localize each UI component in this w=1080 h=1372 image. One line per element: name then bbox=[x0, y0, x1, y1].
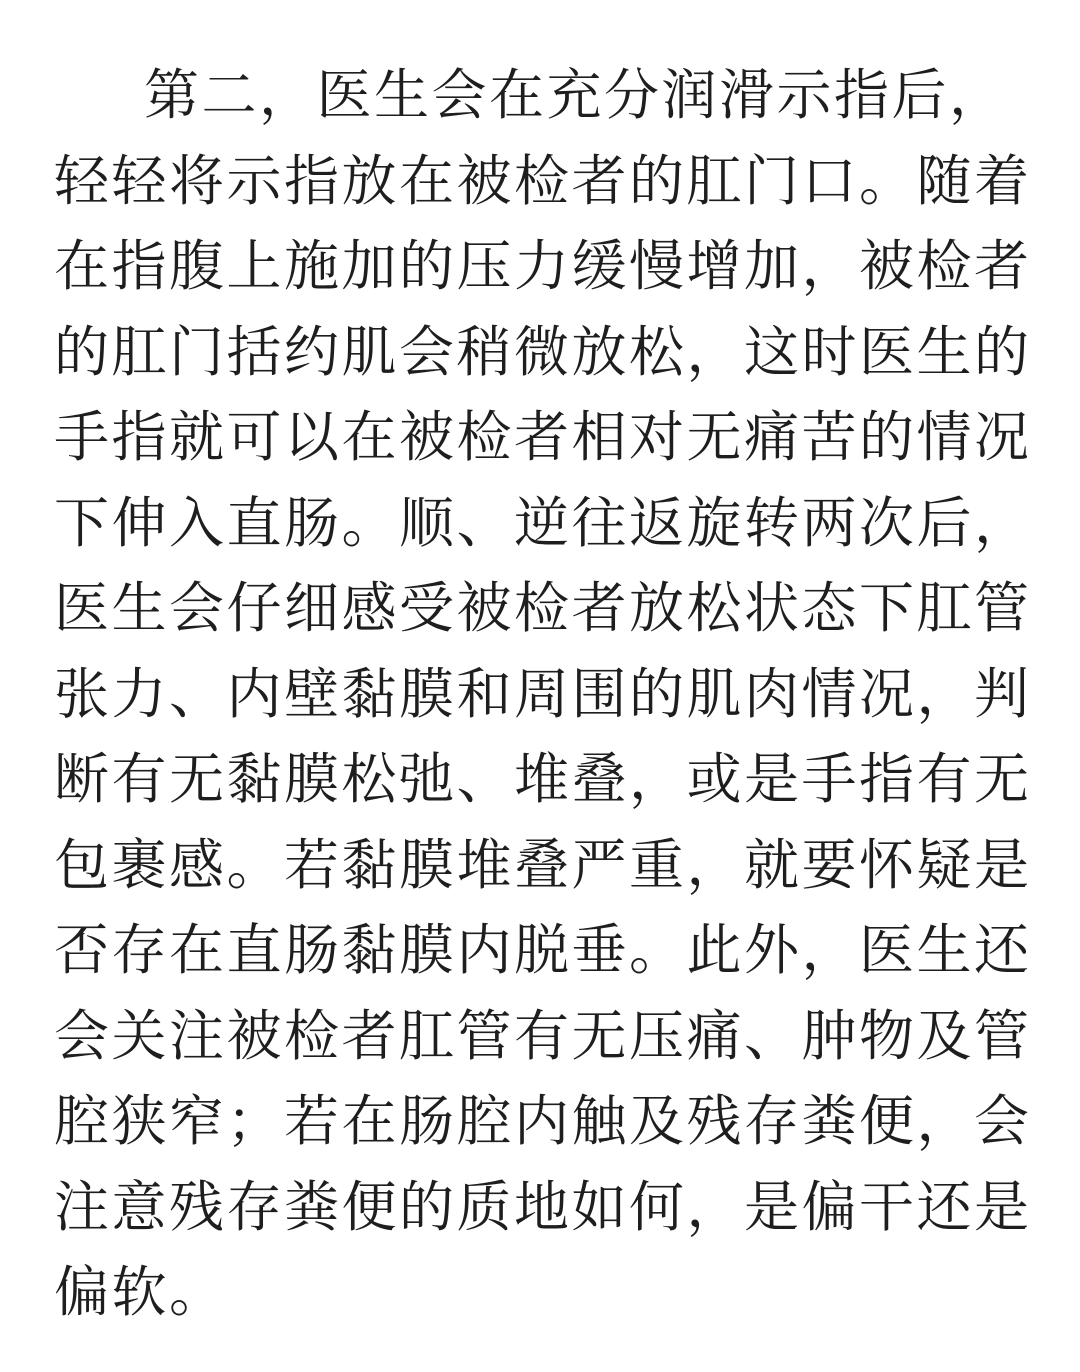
paragraph-line: 否存在直肠黏膜内脱垂。此外，医生还 bbox=[54, 918, 1032, 982]
paragraph-line: 断有无黏膜松弛、堆叠，或是手指有无 bbox=[54, 747, 1032, 811]
paragraph-line: 张力、内壁黏膜和周围的肌肉情况，判 bbox=[54, 661, 1032, 726]
paragraph-line: 医生会仔细感受被检者放松状态下肛管 bbox=[54, 576, 1032, 640]
paragraph-line: 第二，医生会在充分润滑示指后， bbox=[144, 63, 1007, 127]
paragraph-line: 包裹感。若黏膜堆叠严重，就要怀疑是 bbox=[54, 832, 1032, 897]
paragraph-line: 在指腹上施加的压力缓慢增加，被检者 bbox=[54, 234, 1032, 298]
paragraph-line: 下伸入直肠。顺、逆往返旋转两次后， bbox=[54, 490, 1032, 555]
paragraph-line: 手指就可以在被检者相对无痛苦的情况 bbox=[54, 405, 1032, 469]
article-paragraph bbox=[54, 53, 1034, 1336]
paragraph-line: 偏软。 bbox=[54, 1260, 227, 1324]
paragraph-line: 轻轻将示指放在被检者的肛门口。随着 bbox=[54, 148, 1032, 213]
paragraph-line: 腔狭窄；若在肠腔内触及残存粪便，会 bbox=[54, 1089, 1032, 1153]
paragraph-line: 会关注被检者肛管有无压痛、肿物及管 bbox=[54, 1003, 1032, 1068]
paragraph-line: 注意残存粪便的质地如何，是偏干还是 bbox=[54, 1174, 1032, 1239]
paragraph-line: 的肛门括约肌会稍微放松，这时医生的 bbox=[54, 319, 1032, 384]
